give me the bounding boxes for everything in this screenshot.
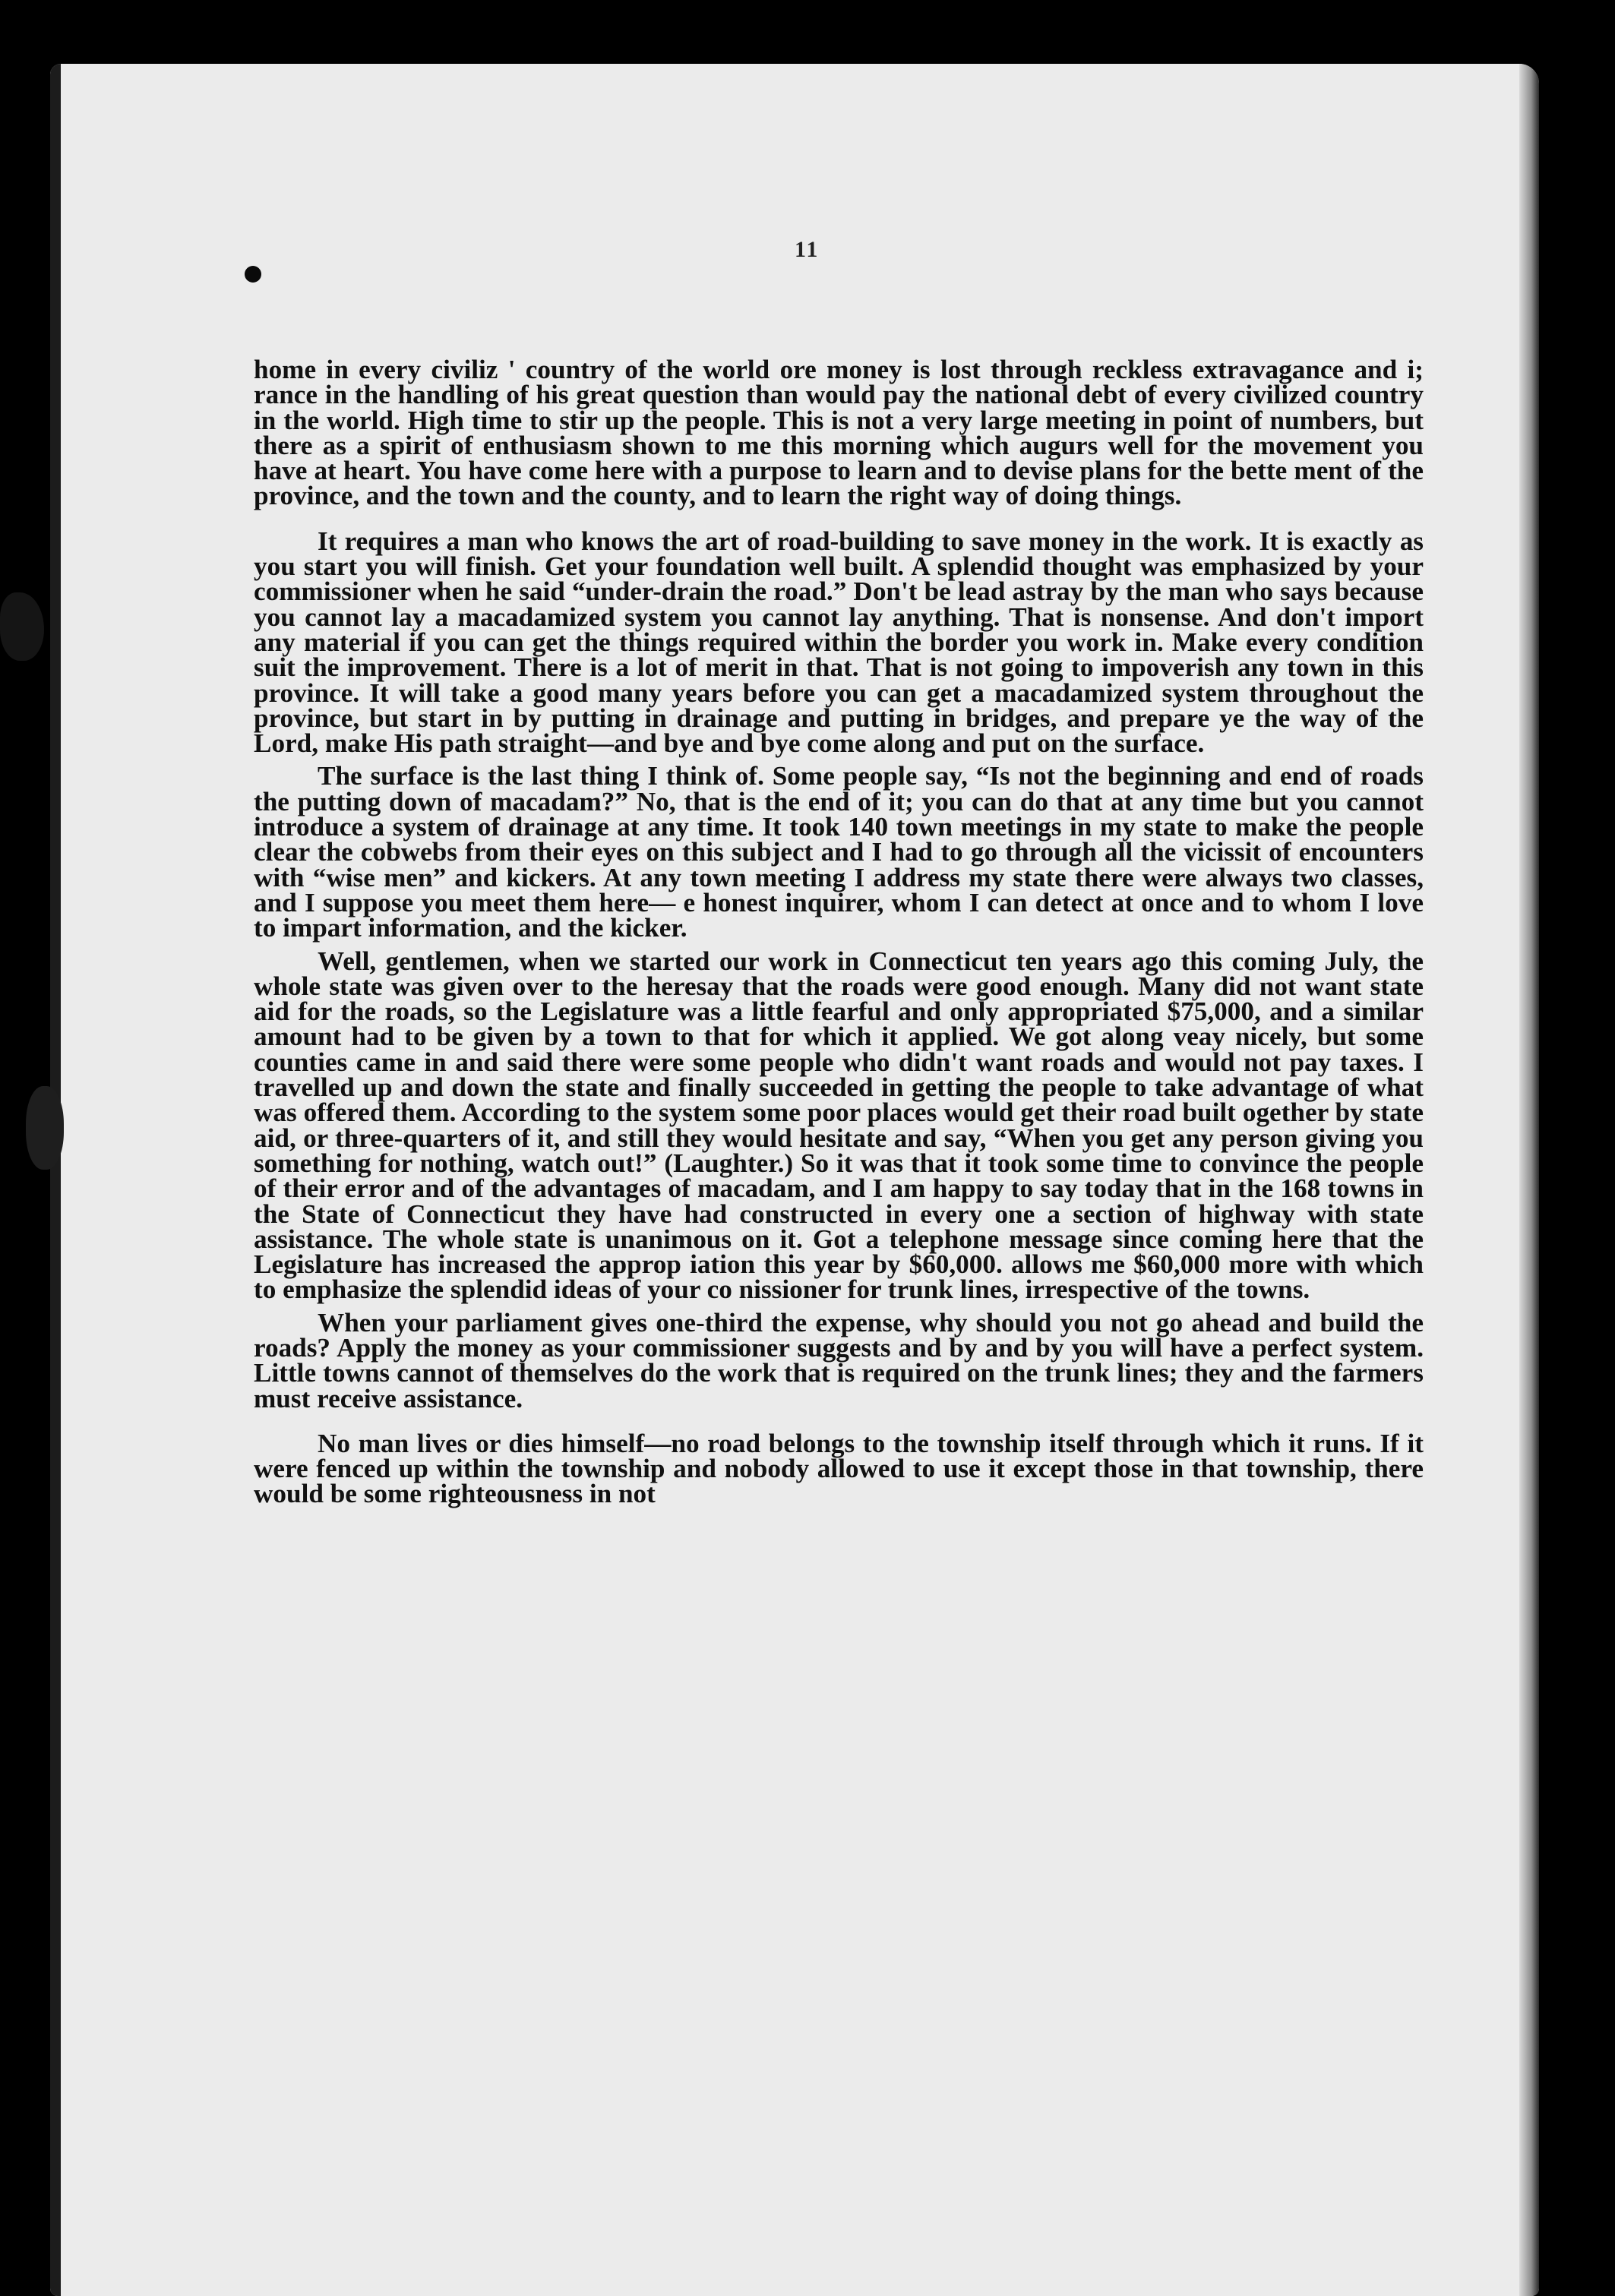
document-page [50,64,1539,2296]
body-text [254,357,1424,1514]
paragraph-5: When your parliament gives one-third the expense, why should you not go ahead and build the roads? Apply the money as your commissioner suggests and by and by you will have a perfect system. Little towns cannot of themselves do the work that is required on the trunk lines; they and the farmers must receive assistance. [254,1307,1424,1413]
paragraph-6: No man lives or dies himself—no road belongs to the township itself through which it runs. If it were fenced up within the township and nobody allowed to use it except those in that township, there would be some righteousness in not [254,1428,1424,1509]
paragraph-4: Well, gentlemen, when we started our work in Connecticut ten years ago this coming July, the whole state was given over to the heresay that the roads were good enough. Many did not want state aid for the roads, so the Legislature was a little fearful and only appropriated $75,000, and a similar amount had to be given by a town to that for which it applied. We got along veay nicely, but some counties came in and said there were some people who didn't want roads and would not pay taxes. I travelled up and down the state and finally succeeded in getting the people to take advantage of what was offered them. According to the system some poor places would get their road built ogether by state aid, or three-quarters of it, and still they would hesitate and say, “When you get any person giving you something for nothing, watch out!” (Laughter.) So it was that it took some time to convince the people of their error and of the advantages of macadam, and I am happy to say today that in the 168 towns in the State of Connecticut they have had constructed in every one a section of highway with state assistance. The whole state is unanimous on it. Got a telephone message since coming here that the Legislature has increased the approp iation this year by $60,000. allows me $60,000 more with which to emphasize the splendid ideas of your co nissioner for trunk lines, irrespective of the towns. [254,946,1424,1305]
paragraph-3: The surface is the last thing I think of. Some people say, “Is not the beginning and end of roads the putting down of macadam?” No, that is the end of it; you can do that at any time but you cannot introduce a system of drainage at any time. It took 140 town meetings in my state to make the people clear the cobwebs from their eyes on this subject and I had to go through all the vicissit of encounters with “wise men” and kickers. At any town meeting I address my state there were always two classes, and I suppose you meet them here— e honest inquirer, whom I can detect at once and to whom I love to impart information, and the kicker. [254,761,1424,943]
scan-blot-top [245,266,261,283]
paragraph-2: It requires a man who knows the art of road-building to save money in the work. It is exactly as you start you will finish. Get your foundation well built. A splendid thought was emphasized by your commissioner when he said “under-drain the road.” Don't be lead astray by the man who says because you cannot lay a macadamized system you cannot lay anything. That is nonsense. And don't import any material if you can get the things required within the border you work in. Make every condition suit the improvement. There is a lot of merit in that. That is not going to impoverish any town in this province. It will take a good many years before you can get a macadamized system throughout the province, but start in by putting in drainage and putting in bridges, and prepare ye the way of the Lord, make His path straight—and bye and bye come along and put on the surface. [254,526,1424,759]
page-edge-shadow [1519,64,1539,2296]
scan-blot-left-1 [0,592,44,661]
scan-blot-left-2 [26,1086,64,1170]
binding-edge [50,64,61,2296]
page-number: 11 [795,237,820,262]
paragraph-1: home in every civiliz ' country of the world ore money is lost through reckless extravagance and i; rance in the handling of his great question than would pay the national debt of every civilized country in the world. High time to stir up the people. This is not a very large meeting in point of numbers, but there as a spirit of enthusiasm shown to me this morning which augurs well for the movement you have at heart. You have come here with a purpose to learn and to devise plans for the bette ment of the province, and the town and the county, and to learn the right way of doing things. [254,355,1424,511]
